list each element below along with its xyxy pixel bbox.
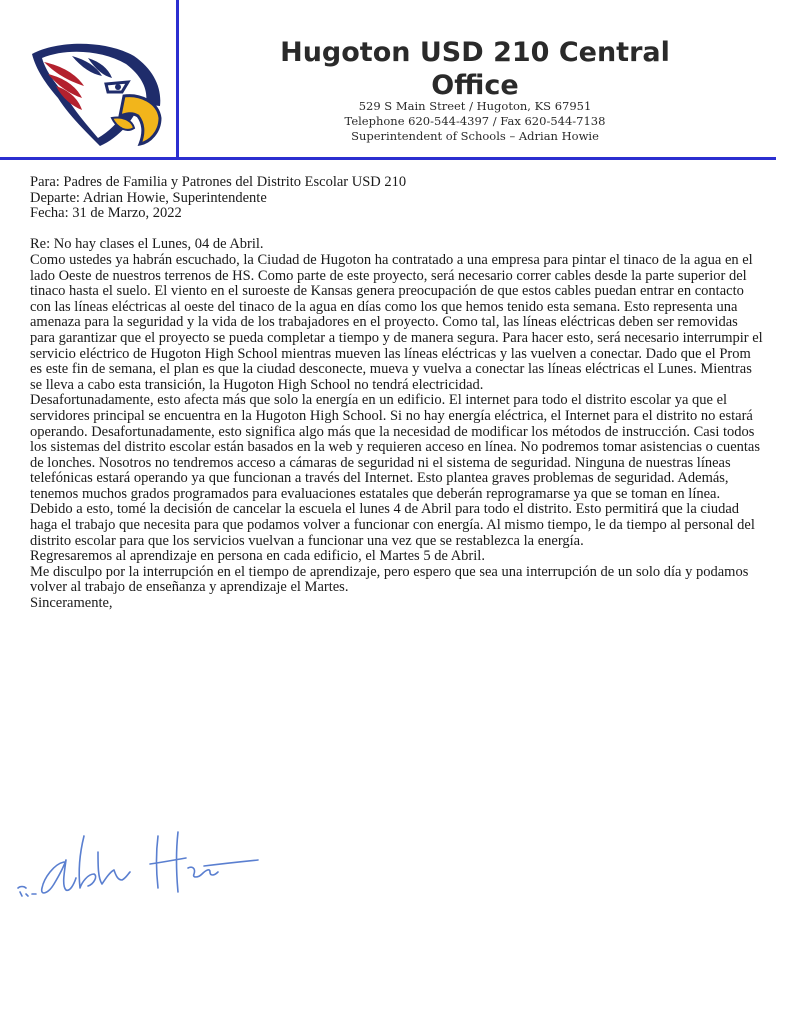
letter-date: Fecha: 31 de Marzo, 2022	[30, 205, 182, 222]
letterhead-vertical-rule	[176, 0, 179, 158]
letter-to: Para: Padres de Familia y Patrones del Distrito Escolar USD 210	[30, 174, 407, 190]
letterhead-phone-fax: Telephone 620-544-4397 / Fax 620-544-7138	[344, 114, 606, 128]
paragraph-2: Desafortunadamente, esto afecta más que solo la energía en un edificio. El internet para todo el distrito escolar ya que el servidores principal se encuentra en la Hugoton High School. Si no hay energía eléctrica, el Internet para el distrito no estará operando. Desafortunadamente, esto significa algo más que la necesidad de modificar los métodos de instrucción. Casi todos los sistemas del distrito escolar están basados en la web y requieren acceso en línea. No podremos tomar asistencias o cuentas de lonches. Nosotros no tendremos acceso a cámaras de seguridad ni el sistema de seguridad. Ninguna de nuestras líneas telefónicas estará operando ya que funcionan a través del Internet. Esto plantea graves problemas de seguridad. Además, tenemos muchos grados programados para evaluaciones estatales que deberán reprogramarse ya que se toman en línea.	[30, 392, 761, 502]
paragraph-1: Como ustedes ya habrán escuchado, la Ciudad de Hugoton ha contratado a una empresa para pintar el tinaco de la agua en el lado Oeste de nuestros terrenos de HS. Como parte de este proyecto, será necesario correr cables desde la parte superior del tinaco hasta el suelo. El viento en el suroeste de Kansas genera preocupación de que estos cables puedan entrar en contacto con las líneas eléctricas al oeste del tinaco de la agua en días como los que hemos tenido esta semana. Esto representa una amenaza para la seguridad y la vida de los trabajadores en el proyecto. Como tal, las líneas eléctricas deben ser removidas para garantizar que el proyecto se pueda completar a tiempo y de manera segura. Para hacer esto, será necesario interrumpir el servicio eléctrico de Hugoton High School mientras mueven las líneas eléctricas y las vuelven a conectar. Dado que el Prom es este fin de semana, el plan es que la ciudad desconecte, mueva y vuelva a conectar las líneas eléctricas el Lunes. Mientras se lleva a cabo esta transición, la Hugoton High School no tendrá electricidad.	[30, 251, 763, 393]
letter-from: Departe: Adrian Howie, Superintendente	[30, 189, 267, 206]
paragraph-3: Debido a esto, tomé la decisión de cancelar la escuela el lunes 4 de Abril para todo el distrito. Esto permitirá que la ciudad haga el trabajo que necesita para que podamos volver a funcionar con energía. Al mismo tiempo, le da tiempo al personal del distrito escolar para que los servicios vuelvan a funcionar una vez que se restablezca la energía.	[30, 501, 755, 549]
letter-body	[30, 175, 765, 612]
paragraph-5: Me disculpo por la interrupción en el tiempo de aprendizaje, pero espero que sea una interrupción de un solo día y podamos volver al trabajo de enseñanza y aprendizaje el Martes.	[30, 563, 749, 596]
letterhead-address: 529 S Main Street / Hugoton, KS 67951	[358, 99, 592, 113]
letterhead-contact	[190, 99, 760, 144]
title-line-2: Office	[431, 70, 519, 101]
letterhead-superintendent: Superintendent of Schools – Adrian Howie	[351, 129, 599, 143]
title-line-1: Hugoton USD 210 Central	[280, 37, 670, 68]
eagle-logo-icon	[28, 40, 168, 150]
letter-subject: Re: No hay clases el Lunes, 04 de Abril.	[30, 236, 264, 253]
closing: Sinceramente,	[30, 595, 113, 612]
paragraph-4: Regresaremos al aprendizaje en persona en cada edificio, el Martes 5 de Abril.	[30, 548, 485, 565]
signature-icon	[14, 822, 264, 912]
letterhead-title	[190, 36, 760, 102]
letter-header-block	[30, 175, 765, 222]
letterhead-horizontal-rule	[0, 157, 776, 160]
